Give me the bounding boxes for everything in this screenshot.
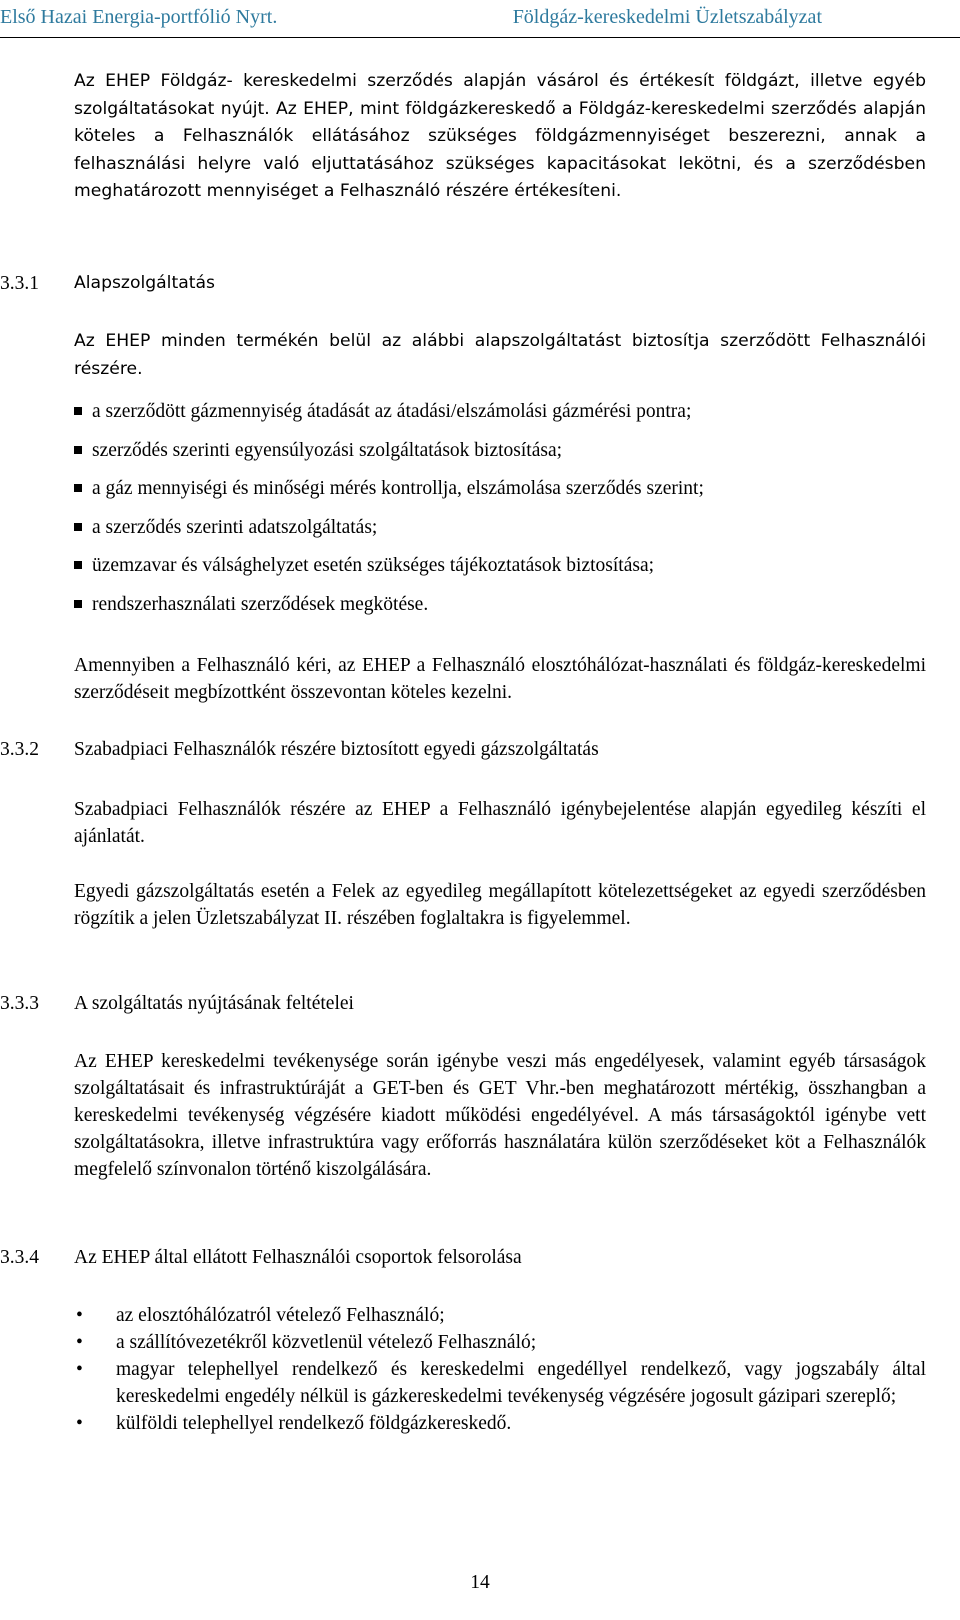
square-bullet-icon (74, 484, 82, 492)
square-bullet-icon (74, 561, 82, 569)
list-item: • külföldi telephellyel rendelkező földgázkereskedő. (74, 1410, 926, 1437)
list-item: a szerződés szerinti adatszolgáltatás; (74, 514, 934, 553)
section-3-3-1-closing: Amennyiben a Felhasználó kéri, az EHEP a Felhasználó elosztóhálózat-használati és földgáz-kereskedelmi szerződéseit megbízottként összevontan köteles kezelni. (74, 655, 926, 703)
list-item: üzemzavar és válsághelyzet esetén szükséges tájékoztatások biztosítása; (74, 552, 934, 591)
list-item: • magyar telephellyel rendelkező és kereskedelmi engedéllyel rendelkező, vagy jogszabály által kereskedelmi engedély nélkül is gázkereskedelmi tevékenység végzésére jogosult gázipari szereplő; (74, 1356, 926, 1410)
section-title: Szabadpiaci Felhasználók részére biztosított egyedi gázszolgáltatás (74, 739, 599, 760)
list-item: szerződés szerinti egyensúlyozási szolgáltatások biztosítása; (74, 437, 934, 476)
section-3-3-3-paragraph: Az EHEP kereskedelmi tevékenysége során igénybe veszi más engedélyesek, valamint egyéb társaságok szolgáltatásait és infrastruktúráját a GET-ben és GET Vhr.-ben meghatározott mértékig, összhangban a kereskedelmi tevékenység végzésére kiadott működési engedélyével. A más társaságoktól igénybe vett szolgáltatásokra, illetve infrastruktúra vagy erőforrás használatára külön szerződéseket köt a Felhasználók megfelelő színvonalon történő kiszolgálására. (74, 1051, 926, 1180)
section-number: 3.3.1 (0, 273, 39, 294)
list-item: a szerződött gázmennyiség átadását az átadási/elszámolási gázmérési pontra; (74, 398, 934, 437)
list-item: rendszerhasználati szerződések megkötése. (74, 591, 934, 630)
basic-services-list (74, 398, 934, 629)
section-title: A szolgáltatás nyújtásának feltételei (74, 993, 354, 1014)
header-company: Első Hazai Energia-portfólió Nyrt. (0, 6, 278, 28)
page-header (0, 6, 960, 38)
section-title: Az EHEP által ellátott Felhasználói csoportok felsorolása (74, 1247, 522, 1268)
section-number: 3.3.4 (0, 1247, 39, 1268)
page-number: 14 (470, 1572, 490, 1593)
bullet-icon: • (76, 1305, 83, 1326)
bullet-icon: • (76, 1413, 83, 1434)
section-number: 3.3.2 (0, 739, 39, 760)
section-title: Alapszolgáltatás (74, 273, 215, 293)
customer-groups-list (74, 1302, 926, 1437)
bullet-icon: • (76, 1359, 83, 1380)
square-bullet-icon (74, 446, 82, 454)
square-bullet-icon (74, 523, 82, 531)
section-3-3-2-paragraph-2: Egyedi gázszolgáltatás esetén a Felek az egyedileg megállapított kötelezettségeket az egyedi szerződésben rögzítik a jelen Üzletszabályzat II. részében foglaltakra is figyelemmel. (74, 881, 926, 929)
list-item: a gáz mennyiségi és minőségi mérés kontrollja, elszámolása szerződés szerint; (74, 475, 934, 514)
intro-paragraph: Az EHEP Földgáz- kereskedelmi szerződés alapján vásárol és értékesít földgázt, illetve egyéb szolgáltatásokat nyújt. Az EHEP, mint földgázkereskedő a Földgáz-kereskedelmi szerződés alapján köteles a Felhasználók ellátásához szükséges földgázmennyiséget beszerezni, annak a felhasználási helyre való eljuttatásához szükséges kapacitásokat lekötni, és a szerződésben meghatározott mennyiséget a Felhasználó részére értékesíteni. (74, 71, 926, 201)
square-bullet-icon (74, 600, 82, 608)
list-item: • a szállítóvezetékről közvetlenül vételező Felhasználó; (74, 1329, 926, 1356)
square-bullet-icon (74, 407, 82, 415)
header-document-title: Földgáz-kereskedelmi Üzletszabályzat (512, 6, 822, 28)
section-3-3-2-paragraph-1: Szabadpiaci Felhasználók részére az EHEP a Felhasználó igénybejelentése alapján egyedileg készíti el ajánlatát. (74, 799, 926, 847)
list-item: • az elosztóhálózatról vételező Felhasználó; (74, 1302, 926, 1329)
section-number: 3.3.3 (0, 993, 39, 1014)
bullet-icon: • (76, 1332, 83, 1353)
section-3-3-1-paragraph: Az EHEP minden termékén belül az alábbi alapszolgáltatást biztosítja szerződött Felhasználói részére. (74, 331, 926, 379)
